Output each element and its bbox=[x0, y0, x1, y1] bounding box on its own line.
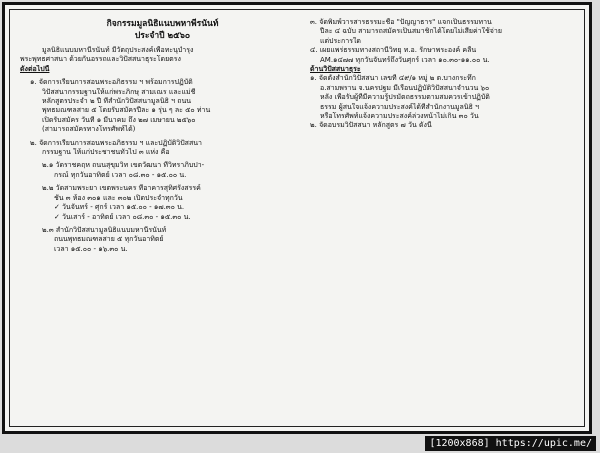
item-line: ๓. จัดพิมพ์วารสารธรรมะชื่อ "ปัญญาธาร" แจกเป็นธรรมทาน bbox=[310, 18, 492, 26]
section-heading: ดังต่อไปนี้ bbox=[20, 64, 50, 73]
bullet-text: วันจันทร์ - ศุกร์ เวลา ๑๕.๐๐ - ๑๗.๓๐ น. bbox=[62, 203, 185, 212]
bullet-text: วันเสาร์ - อาทิตย์ เวลา ๐๘.๓๐ - ๑๕.๓๐ น. bbox=[62, 212, 191, 221]
doc-title-line1: กิจกรรมมูลนิธิแนบพหาพีรนันท์ bbox=[106, 19, 219, 29]
item-line: ๑. จัดตั้งสำนักวิปัสสนา เลขที่ ๔๙/๑ หมู่ ๒ ต.บางกระทึก bbox=[310, 74, 476, 83]
bullet-icon: ✓ bbox=[54, 203, 60, 212]
item-line: อ.สามพราน จ.นครปฐม มีเรือนปฏิบัติวิปัสสนาจำนวน ๖๐ bbox=[320, 83, 490, 92]
item-line: หลักสูตรประจำ ๒ ปี ที่สำนักวิปัสสนามูลนิธิ ฯ ถนน bbox=[42, 97, 192, 106]
doc-title-line2: ประจำปี ๒๕๖๐ bbox=[134, 31, 191, 41]
item-line: ๑. จัดการเรียนการสอนพระอภิธรรม ฯ พร้อมการปฏิบัติ bbox=[30, 78, 193, 87]
item-line: ๒. จัดการเรียนการสอนพระอภิธรรม ฯ และปฏิบัติวิปัสสนา bbox=[30, 138, 202, 147]
item-line: กรณ์ ทุกวันอาทิตย์ เวลา ๐๘.๓๐ - ๑๕.๐๐ น. bbox=[54, 170, 187, 179]
item-line: เปิดรับสมัคร วันที่ ๑ มีนาคม ถึง ๒๗ เมษายน ๒๕๖๐ bbox=[42, 115, 196, 124]
item-line: ๒.๑ วัดราชคฤห ถนนสุขุมวิท เขตวัฒนา ที่วิทราภิบปา- bbox=[42, 161, 205, 170]
item-line: เวลา ๑๕.๐๐ - ๑๖.๓๐ น. bbox=[54, 244, 128, 253]
item-line: ๒.๒ วัดสามพระยา เขตพระนคร ที่อาคารสุทิศรังสรรค์ bbox=[42, 184, 201, 193]
item-line: ชั้น ๓ ห้อง ๓๐๑ และ ๓๐๒ เปิดประจำทุกวัน bbox=[54, 193, 183, 202]
item-line: วิปัสสนากรรมฐานให้แก่พระภิกษุ สามเณร และแม่ชี bbox=[42, 87, 196, 96]
item-line: ธรรม ผู้สนใจแจ้งความประสงค์ได้ที่สำนักงานมูลนิธิ ฯ bbox=[320, 102, 479, 111]
intro-line: มูลนิธิแนบมหานีรนันท์ มีวัตถุประสงค์เพื่อทะนุบำรุง bbox=[42, 46, 194, 54]
intro-line: พระพุทธศาสนา ด้วยกันอรรถและวิปัสสนาธุระโดยตรง bbox=[20, 55, 181, 64]
document-inner-border bbox=[9, 9, 585, 427]
item-line: กรรมฐาน ให้แก่ประชาชนทั่วไป ๓ แห่ง คือ bbox=[42, 148, 170, 157]
item-line: แต่ประการใด bbox=[320, 36, 361, 45]
bullet-line bbox=[20, 203, 305, 212]
item-line: หลัง เพื่อรับผู้ที่มีความรู้ปรมัตถธรรมตามสมควรเข้าปฏิบัติ bbox=[320, 93, 490, 102]
item-line: (สามารถสมัครทางโทรศัพท์ได้) bbox=[42, 125, 136, 134]
section-heading: ด้านวิปัสสนาธุระ bbox=[310, 65, 361, 74]
item-line: ถนนพุทธมณฑลสาย ๕ ทุกวันอาทิตย์ bbox=[54, 235, 164, 244]
source-caption: [1200x868] https://upic.me/ bbox=[425, 436, 596, 451]
item-line: ปีละ ๔ ฉบับ สามารถสมัครเป็นสมาชิกได้โดยไม่เสียค่าใช้จ่าย bbox=[320, 27, 502, 36]
item-line: AM.๑๔๗๗ ทุกวันจันทร์ถึงวันศุกร์ เวลา ๑๐.๓๐-๑๑.๐๐ น. bbox=[320, 55, 490, 64]
bullet-icon: ✓ bbox=[54, 212, 60, 221]
item-line: ๔. เผยแพร่ธรรมทางสถานีวิทยุ ท.อ. รักษาพระองค์ คลื่น bbox=[310, 46, 477, 55]
item-line: พุทธมณฑลสาย ๕ โดยรับสมัครปีละ ๑ รุ่น ๆ ละ ๕๐ ท่าน bbox=[42, 106, 211, 115]
right-column bbox=[310, 18, 590, 131]
item-line: ๒. จัดอบรมวิปัสสนา หลักสูตร ๗ วัน ดังนี้ bbox=[310, 121, 432, 130]
bullet-line bbox=[20, 213, 305, 222]
item-line: ๒.๓ สำนักวิปัสสนามูลนิธิแนบมหานีรนันท์ bbox=[42, 225, 167, 234]
item-line: หรือโทรศัพท์แจ้งความประสงค์ล่วงหน้าไม่เกิน ๓๐ วัน bbox=[320, 112, 479, 121]
document-frame bbox=[2, 2, 592, 434]
left-column bbox=[20, 18, 305, 254]
